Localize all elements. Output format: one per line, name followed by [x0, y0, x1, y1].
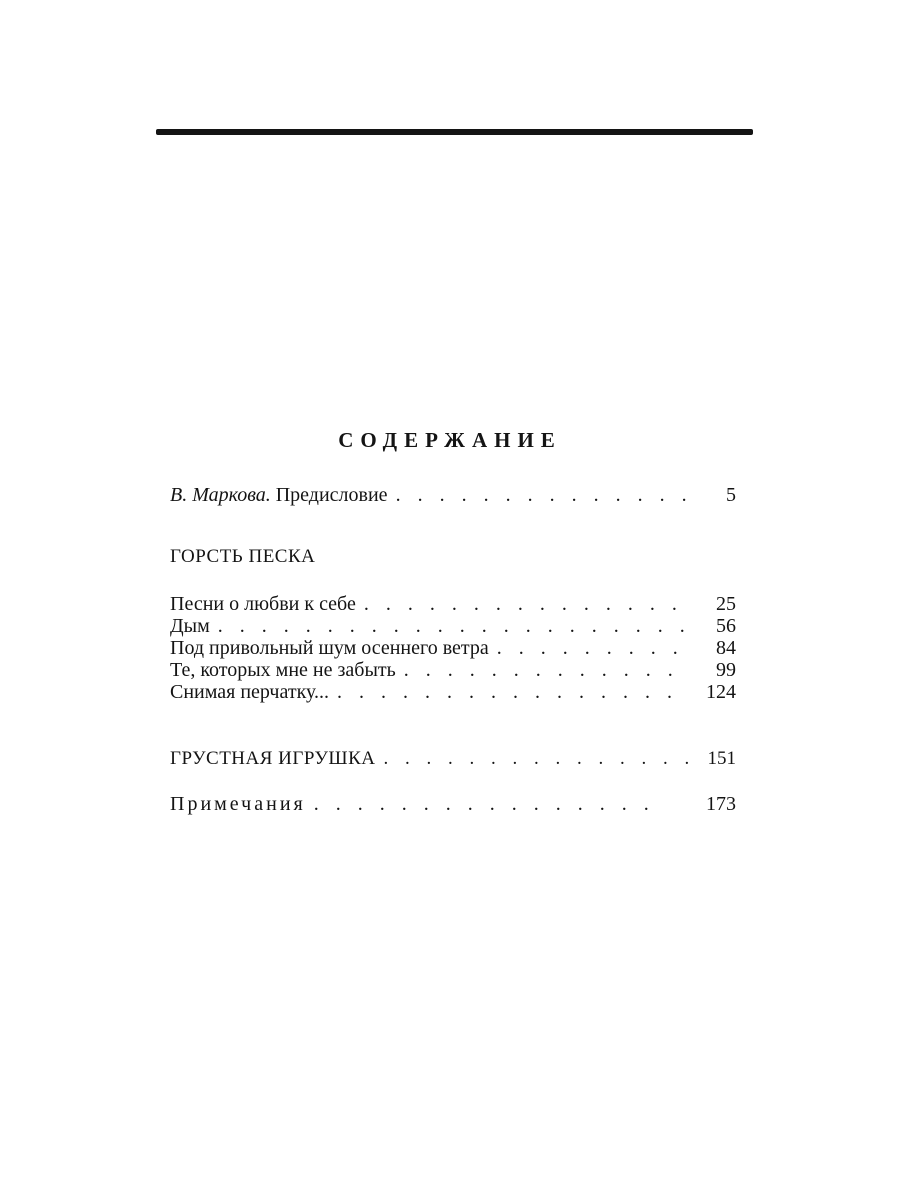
- toc-entry-title: Снимая перчатку...: [170, 681, 330, 703]
- toc-entry-page: 56: [716, 615, 736, 637]
- toc-entry-preface[interactable]: [170, 484, 736, 506]
- toc-entry[interactable]: [170, 681, 736, 703]
- toc-entry-page: 25: [716, 593, 736, 615]
- dot-leader: [314, 793, 656, 815]
- toc-entry-grustnaya-igrushka[interactable]: [170, 748, 736, 770]
- toc-entry-author: В. Маркова.: [170, 484, 271, 506]
- toc-entry-page: 5: [726, 484, 736, 506]
- toc-entry-page: 173: [706, 793, 736, 815]
- toc-entry-title: Примечания: [170, 793, 306, 815]
- toc-entry[interactable]: [170, 615, 736, 637]
- dot-leader: [404, 659, 688, 681]
- dot-leader: [364, 593, 688, 615]
- toc-entry[interactable]: [170, 593, 736, 615]
- top-rule: [156, 129, 753, 135]
- dot-leader: [337, 681, 688, 703]
- toc-entry-title: Дым: [170, 615, 210, 637]
- toc-entry-page: 124: [706, 681, 736, 703]
- dot-leader: [497, 637, 688, 659]
- toc-entry-page: 99: [716, 659, 736, 681]
- toc-entry-title: ГРУСТНАЯ ИГРУШКА: [170, 748, 376, 769]
- toc-entry-page: 151: [707, 748, 736, 769]
- toc-entry[interactable]: [170, 637, 736, 659]
- page-title: СОДЕРЖАНИЕ: [338, 428, 562, 452]
- toc-entry-notes[interactable]: [170, 793, 736, 815]
- toc-entry-title: Под привольный шум осеннего ветра: [170, 637, 489, 659]
- toc-entry-title: Те, которых мне не забыть: [170, 659, 396, 681]
- toc-entry-label: Предисловие: [275, 484, 388, 506]
- dot-leader: [396, 484, 688, 506]
- dot-leader: [384, 748, 689, 770]
- toc-entry[interactable]: [170, 659, 736, 681]
- toc-entry-title: [170, 484, 388, 506]
- dot-leader: [218, 615, 688, 637]
- section-title-gorst-peska[interactable]: ГОРСТЬ ПЕСКА: [170, 546, 316, 567]
- toc-entry-page: 84: [716, 637, 736, 659]
- toc-entry-title: Песни о любви к себе: [170, 593, 356, 615]
